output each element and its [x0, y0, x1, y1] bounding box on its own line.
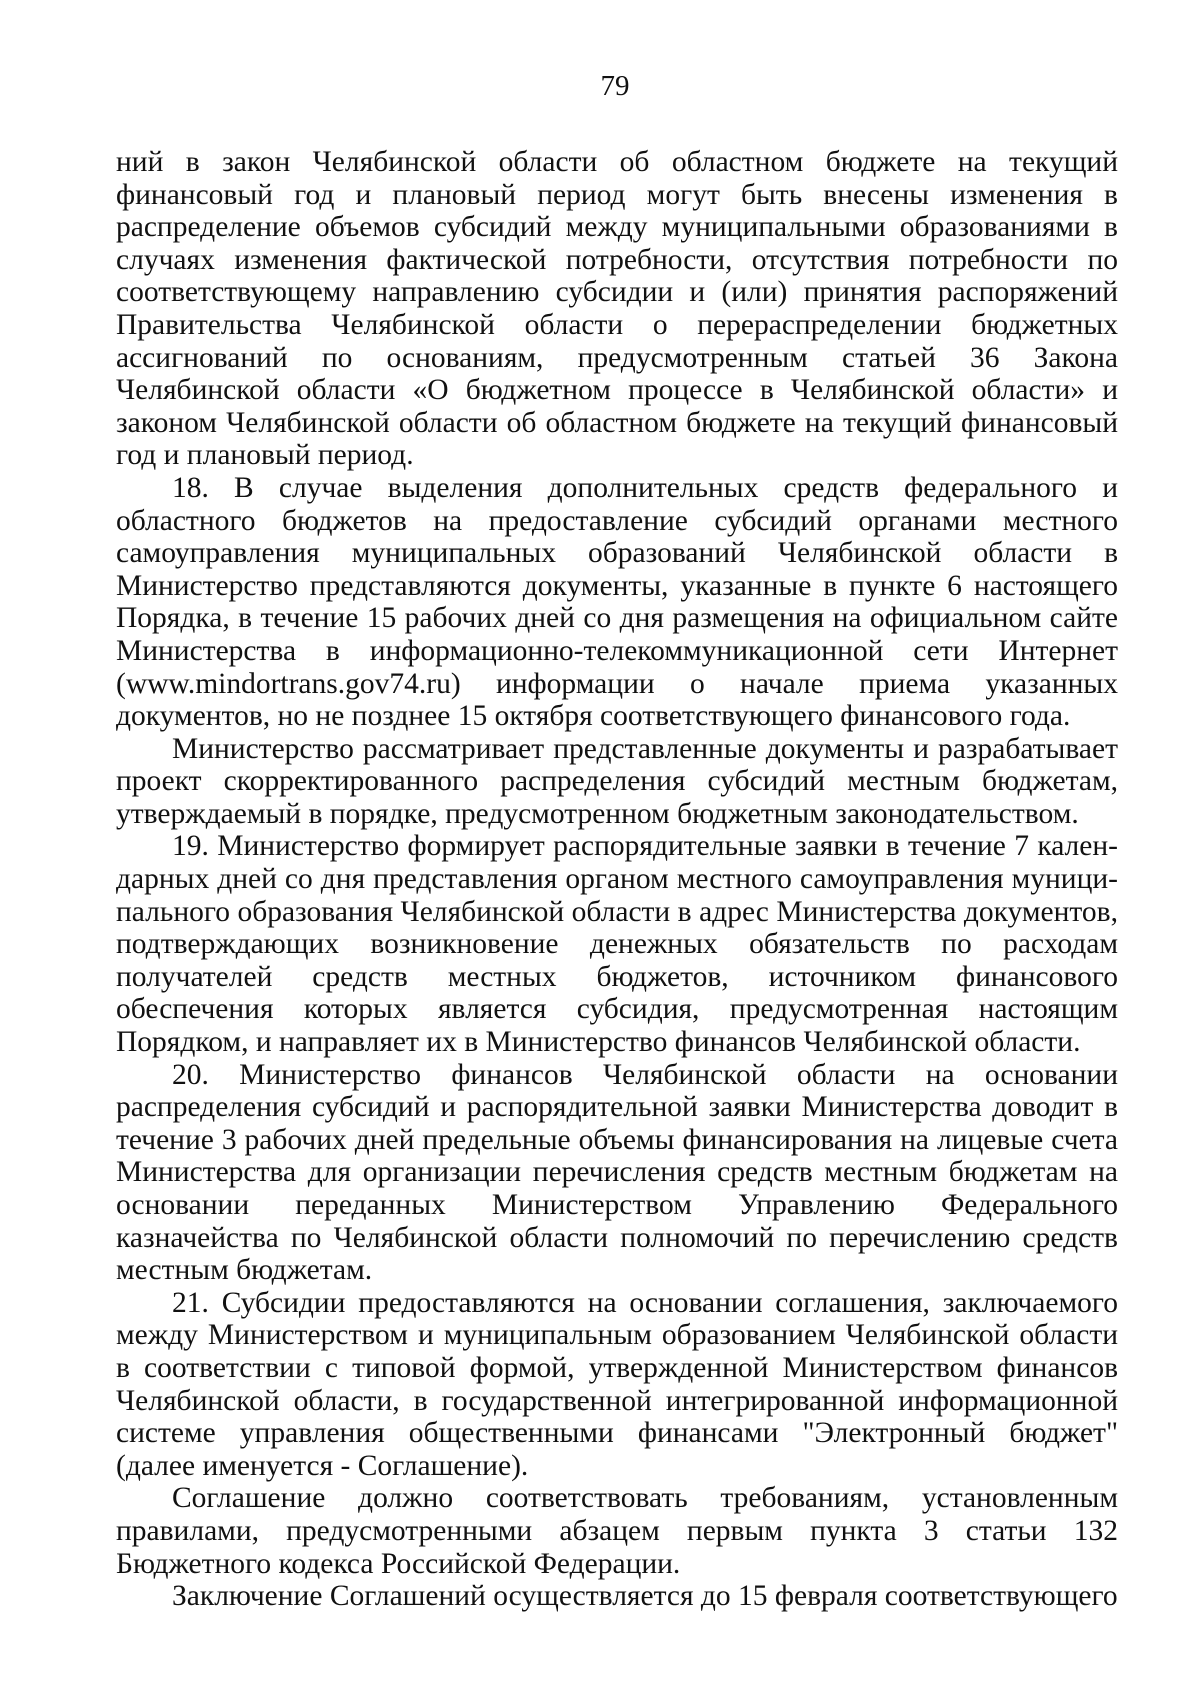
- paragraph-continuation: ний в закон Челябинской области об областном бюджете на текущий финансовый год и плановый период могут быть внесены изменения в распределение объемов субсидий между муниципальными образованиями в случаях изменения фактической потребности, отсутствия потребности по соответствующему направлению субсидии и (или) принятия распоряжений Правительства Челябинской области о перераспределении бюджетных ассигнований по основаниям, предусмотренным статьей 36 Закона Челябинской области «О бюджетном процессе в Челябинской области» и законом Челябинской области об областном бюджете на текущий финансовый год и плановый период.: [116, 146, 1118, 472]
- paragraph-ministry-review: Министерство рассматривает представленные документы и разрабатывает проект скорректированного распределения субсидий местным бюджетам, утверждаемый в порядке, предусмотренном бюджетным законодательством.: [116, 732, 1118, 830]
- paragraph-agreement-requirements: Соглашение должно соответствовать требованиям, установленным правилами, предусмотренными абзацем первым пункта 3 статьи 132 Бюджетного кодекса Российской Федерации.: [116, 1482, 1118, 1580]
- document-body: [116, 146, 1118, 1613]
- page-number: 79: [600, 70, 630, 102]
- paragraph-agreement-deadline: Заключение Соглашений осуществляется до 15 февраля соответствующего: [172, 1580, 1118, 1613]
- paragraph-item-21: 21. Субсидии предоставляются на основании соглашения, заключаемого между Министерством и муниципальным образованием Челябинской области в соответствии с типовой формой, утвержденной Министерством финансов Челябинской области, в государственной интегрированной информационной системе управления общественными финансами "Электронный бюджет" (далее именуется - Соглашение).: [116, 1286, 1118, 1482]
- paragraph-item-18: 18. В случае выделения дополнительных средств федерального и областного бюджетов на предоставление субсидий органами местного самоуправления муниципальных образований Челябинской области в Министерство представляются документы, указанные в пункте 6 настоящего Порядка, в течение 15 рабочих дней со дня размещения на официальном сайте Министерства в информационно-телекоммуникационной сети Интернет (www.mindortrans.gov74.ru) информации о начале приема указанных документов, но не позднее 15 октября соответствующего финансового года.: [116, 471, 1118, 733]
- paragraph-item-20: 20. Министерство финансов Челябинской области на основании распределения субсидий и распорядительной заявки Министерства доводит в течение 3 рабочих дней предельные объемы финансирования на лицевые счета Министерства для организации перечисления средств местным бюджетам на основании переданных Министерством Управлению Федерального казначейства по Челябинской области полномочий по перечислению средств местным бюджетам.: [116, 1058, 1118, 1287]
- paragraph-item-19: 19. Министерство формирует распорядительные заявки в течение 7 календарных дней со дня представления органом местного самоуправления муниципального образования Челябинской области в адрес Министерства документов, подтверждающих возникновение денежных обязательств по расходам получателей средств местных бюджетов, источником финансового обеспечения которых является субсидия, предусмотренная настоящим Порядком, и направляет их в Министерство финансов Челябинской области.: [116, 830, 1118, 1059]
